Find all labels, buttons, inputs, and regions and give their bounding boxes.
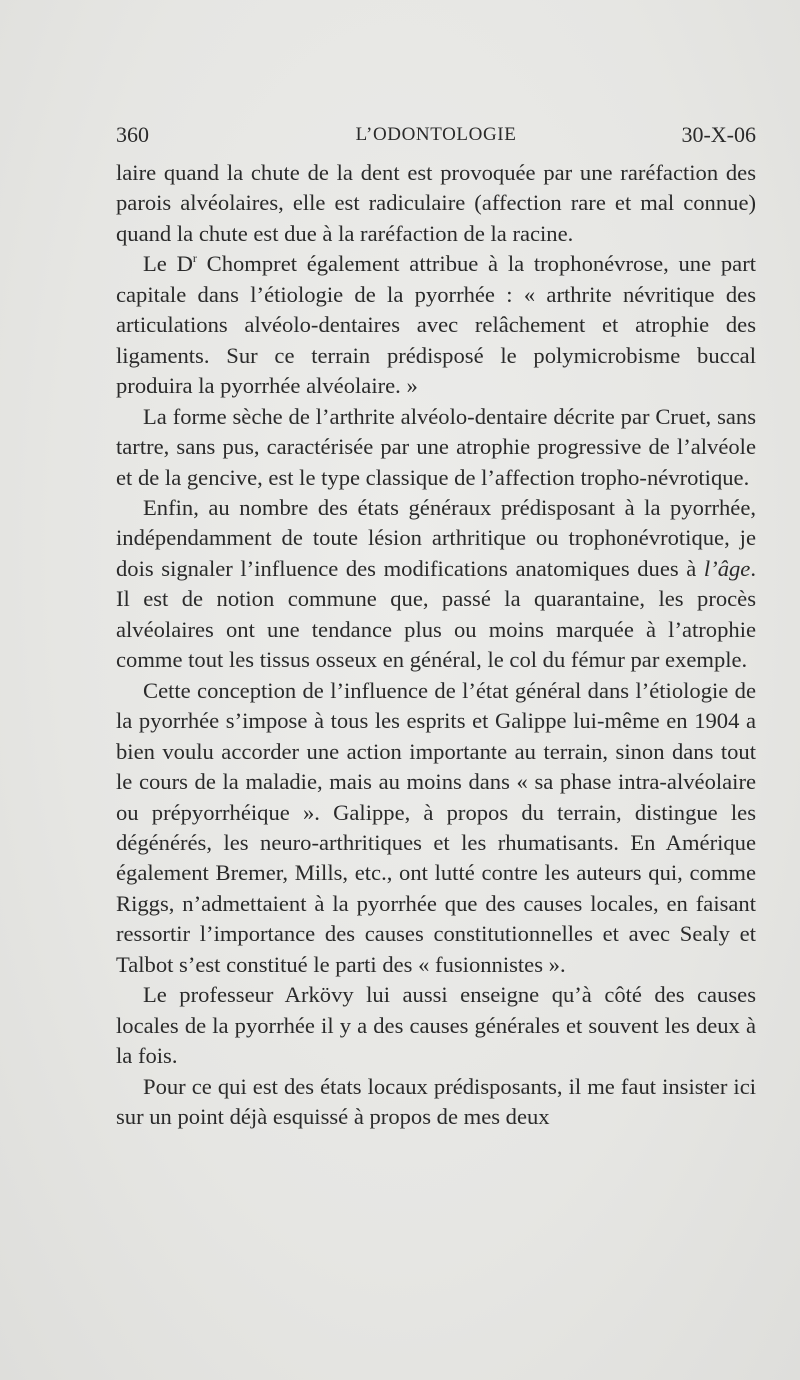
paragraph-text: Pour ce qui est des états locaux prédisposants, il me faut insister ici sur un point déjà esquissé à propos de mes deux bbox=[116, 1073, 756, 1130]
body-text bbox=[116, 158, 756, 1133]
page-number: 360 bbox=[116, 122, 149, 147]
paragraph-text: Enfin, au nombre des états généraux prédisposant à la pyorrhée, indépendamment de toute lésion arthritique ou trophonévrotique, je dois signaler l’influence des modifications anatomiques dues à bbox=[116, 494, 756, 581]
paragraph bbox=[116, 249, 756, 401]
paragraph-text: . Il est de notion commune que, passé la quarantaine, les procès alvéolaires ont une tendance plus ou moins marquée à l’atrophie comme tout les tissus osseux en général, le col du fémur par exemple. bbox=[116, 555, 756, 673]
superscript: r bbox=[192, 251, 197, 266]
italic-text: l’âge bbox=[703, 555, 751, 581]
paragraph bbox=[116, 493, 756, 676]
paragraph bbox=[116, 676, 756, 981]
running-title: L’ODONTOLOGIE bbox=[355, 124, 517, 145]
paragraph-text: Le professeur Arkövy lui aussi enseigne qu’à côté des causes locales de la pyorrhée il y a des causes générales et souvent les deux à la fois. bbox=[116, 982, 756, 1069]
paragraph bbox=[116, 980, 756, 1071]
paragraph bbox=[116, 158, 756, 249]
paragraph-text: laire quand la chute de la dent est provoquée par une raréfaction des parois alvéolaires, elle est radiculaire (affection rare et mal connue) quand la chute est due à la raréfaction de la racine. bbox=[116, 160, 756, 246]
paragraph-text: Le D bbox=[143, 251, 193, 277]
paragraph-text: Chompret également attribue à la trophonévrose, une part capitale dans l’étiologie de la pyorrhée : « arthrite névritique des articulations alvéolo-dentaires avec relâchement et atrophie des ligaments. Sur ce terrain prédisposé le polymicrobisme buccal produira la pyorrhée alvéolaire. » bbox=[116, 251, 757, 399]
issue-date: 30-X-06 bbox=[681, 122, 756, 147]
paragraph-text: Cette conception de l’influence de l’état général dans l’étiologie de la pyorrhée s’impose à tous les esprits et Galippe lui-même en 1904 a bien voulu accorder une action importante au terrain, sinon dans tout le cours de la maladie, mais au moins dans « sa phase intra-alvéolaire ou prépyorrhéique ». Galippe, à propos du terrain, distingue les dégénérés, les neuro-arthritiques et les rhumatisants. En Amérique également Bremer, Mills, etc., ont lutté contre les auteurs qui, comme Riggs, n’admettaient à la pyorrhée que des causes locales, en faisant ressortir l’importance des causes constitutionnelles et avec Sealy et Talbot s’est constitué le parti des « fusionnistes ». bbox=[116, 677, 756, 977]
paragraph bbox=[116, 402, 756, 493]
paragraph bbox=[116, 1072, 756, 1133]
page-header bbox=[116, 118, 756, 152]
paragraph-text: La forme sèche de l’arthrite alvéolo-dentaire décrite par Cruet, sans tartre, sans pus, caractérisée par une atrophie progressive de l’alvéole et de la gencive, est le type classique de l’affection tropho-névrotique. bbox=[116, 403, 756, 490]
